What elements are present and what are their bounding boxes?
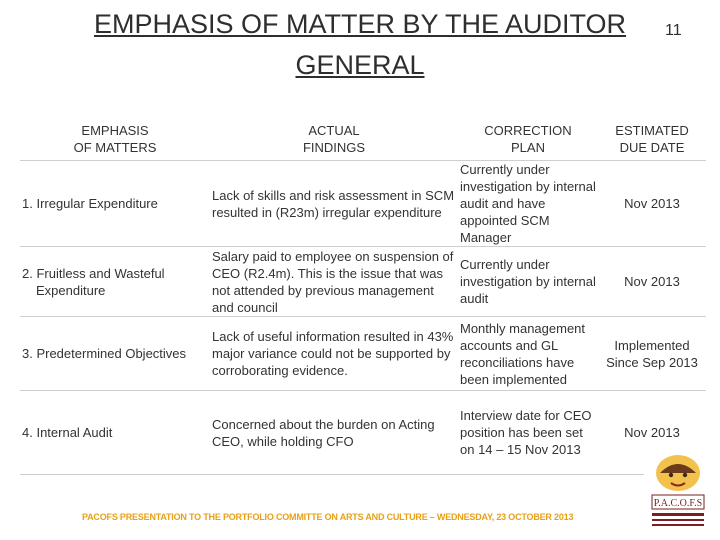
findings-cell: Lack of useful information resulted in 43% major variance could not be supported by corroborating evidence. bbox=[210, 317, 458, 391]
table-row bbox=[20, 317, 706, 391]
plan-cell: Currently under investigation by internal audit and have appointed SCM Manager bbox=[458, 161, 598, 247]
matter-cell: 4. Internal Audit bbox=[20, 391, 210, 475]
column-header-due-date: ESTIMATED DUE DATE bbox=[598, 118, 706, 161]
page-number: 11 bbox=[665, 22, 682, 39]
svg-text:P.A.C.O.F.S: P.A.C.O.F.S bbox=[653, 498, 703, 509]
plan-cell: Monthly management accounts and GL reconciliations have been implemented bbox=[458, 317, 598, 391]
matter-cell: 1. Irregular Expenditure bbox=[20, 161, 210, 247]
column-header-findings: ACTUAL FINDINGS bbox=[210, 118, 458, 161]
findings-cell: Salary paid to employee on suspension of CEO (R2.4m). This is the issue that was not attended by previous management and council bbox=[210, 247, 458, 317]
title-line-1: EMPHASIS OF MATTER BY THE AUDITOR bbox=[93, 9, 627, 39]
matter-cell: 3. Predetermined Objectives bbox=[20, 317, 210, 391]
due-date-cell: Nov 2013 bbox=[598, 391, 706, 475]
footer-text: PACOFS PRESENTATION TO THE PORTFOLIO COMMITTE ON ARTS AND CULTURE – WEDNESDAY, 23 OCTOBER 2013 bbox=[82, 512, 574, 522]
column-header-emphasis: EMPHASIS OF MATTERS bbox=[20, 118, 210, 161]
column-header-plan: CORRECTION PLAN bbox=[458, 118, 598, 161]
due-date-cell: Nov 2013 bbox=[598, 161, 706, 247]
pacofs-logo bbox=[644, 451, 712, 535]
table-row bbox=[20, 391, 706, 475]
table-header-row bbox=[20, 118, 706, 161]
due-date-cell: Nov 2013 bbox=[598, 247, 706, 317]
table-row bbox=[20, 161, 706, 247]
table-row bbox=[20, 247, 706, 317]
findings-cell: Concerned about the burden on Acting CEO, while holding CFO bbox=[210, 391, 458, 475]
matter-cell: 2. Fruitless and Wasteful Expenditure bbox=[20, 247, 210, 317]
plan-cell: Interview date for CEO position has been set on 14 – 15 Nov 2013 bbox=[458, 391, 598, 475]
emphasis-table bbox=[20, 118, 706, 475]
title-line-2: GENERAL bbox=[295, 50, 425, 80]
due-date-cell: Implemented Since Sep 2013 bbox=[598, 317, 706, 391]
page-title bbox=[60, 4, 660, 86]
findings-cell: Lack of skills and risk assessment in SCM resulted in (R23m) irregular expenditure bbox=[210, 161, 458, 247]
plan-cell: Currently under investigation by internal audit bbox=[458, 247, 598, 317]
